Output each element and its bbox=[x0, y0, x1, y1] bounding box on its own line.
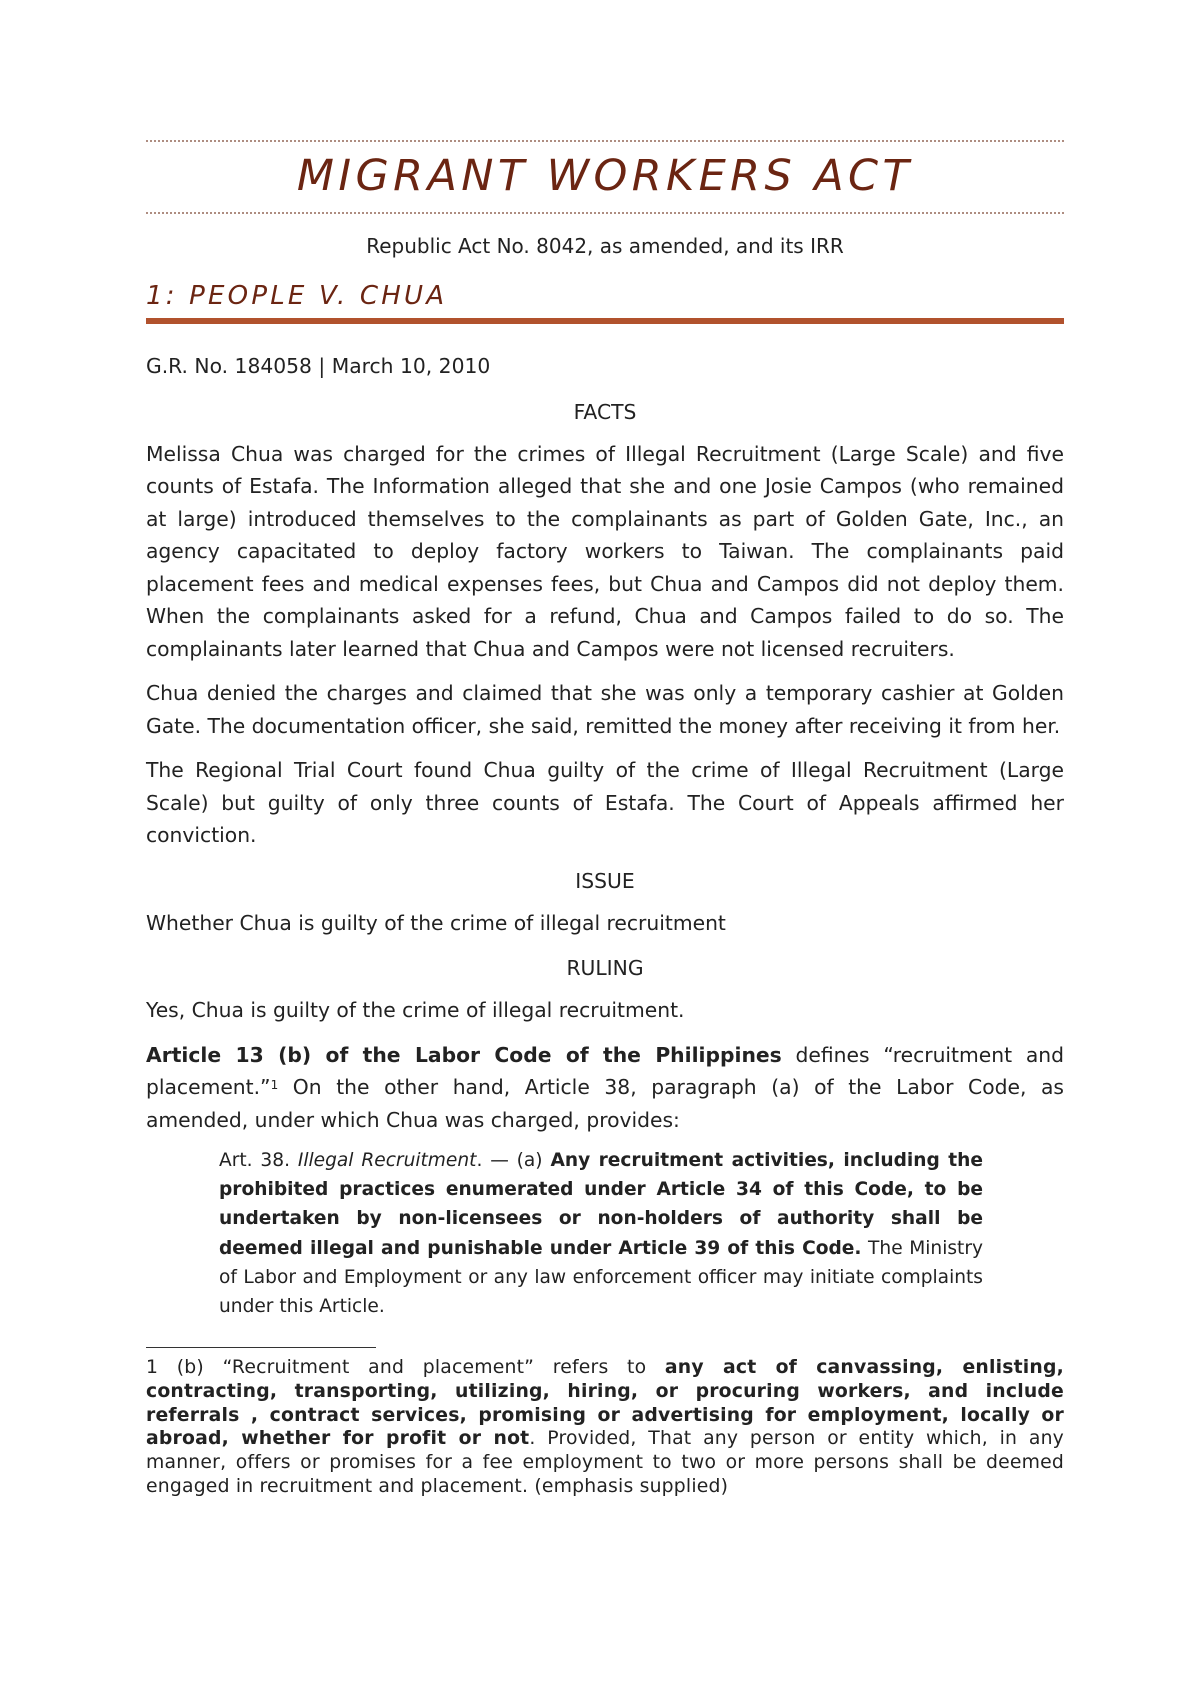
ruling-heading: RULING bbox=[566, 956, 644, 980]
quote-bold-text: Any recruitment activities, including the prohibited practices enumerated under Article 34 of this Code, to be undertaken by non-licensees or non-holders of authority shall be deemed illegal and punishable under Article 39 of this Code. bbox=[219, 1150, 983, 1259]
case-number: G.R. No. 184058 | March 10, 2010 bbox=[146, 354, 491, 378]
footnote-reference[interactable]: 1 bbox=[270, 1078, 279, 1092]
ruling-answer: Yes, Chua is guilty of the crime of illegal recruitment. bbox=[146, 998, 685, 1022]
facts-paragraph: Chua denied the charges and claimed that she was only a temporary cashier at Golden Gate. The documentation officer, she said, remitted the money after receiving it from her. bbox=[146, 681, 1064, 738]
quote-mid: . — (a) bbox=[476, 1150, 551, 1171]
footnote-lead: (b) “Recruitment and placement” refers to bbox=[158, 1357, 665, 1379]
footnote-separator bbox=[146, 1347, 376, 1348]
issue-heading: ISSUE bbox=[575, 868, 635, 893]
document-body bbox=[146, 140, 1064, 1498]
article-text: defines “recruitment and placement.” bbox=[146, 1042, 1064, 1099]
facts-heading: FACTS bbox=[573, 399, 637, 424]
footnote-number: 1 bbox=[146, 1357, 159, 1379]
title-bottom-rule bbox=[146, 212, 1064, 214]
footnote-rest: . Provided, That any person or entity which, in any manner, offers or promises for a fee employment to two or more persons shall be deemed engaged in recruitment and placement. (emphasis supplied) bbox=[146, 1428, 1064, 1497]
issue-text: Whether Chua is guilty of the crime of illegal recruitment bbox=[146, 910, 726, 935]
footnote-bold: any act of canvassing, enlisting, contracting, transporting, utilizing, hiring, or procuring workers, and include referrals , contract services, promising or advertising for employment, locally or abroad, whether for profit or not bbox=[146, 1357, 1064, 1450]
quote-rest: The Ministry of Labor and Employment or any law enforcement officer may initiate complaints under this Article. bbox=[219, 1237, 983, 1318]
article-citation: Article 13 (b) of the Labor Code of the Philippines bbox=[146, 1042, 782, 1067]
document-title: MIGRANT WORKERS ACT bbox=[296, 151, 914, 201]
quote-prefix: Art. 38. bbox=[219, 1150, 298, 1171]
facts-paragraph: The Regional Trial Court found Chua guilty of the crime of Illegal Recruitment (Large Scale) but guilty of only three counts of Estafa. The Court of Appeals affirmed her conviction. bbox=[146, 758, 1064, 847]
case-heading: 1: PEOPLE V. CHUA bbox=[146, 281, 448, 311]
facts-paragraph: Melissa Chua was charged for the crimes of Illegal Recruitment (Large Scale) and five counts of Estafa. The Information alleged that she and one Josie Campos (who remained at large) introduced themselves to the complainants as part of Golden Gate, Inc., an agency capacitated to deploy factory workers to Taiwan. The complainants paid placement fees and medical expenses fees, but Chua and Campos did not deploy them. When the complainants asked for a refund, Chua and Campos failed to do so. The complainants later learned that Chua and Campos were not licensed recruiters. bbox=[146, 441, 1064, 661]
case-heading-rule bbox=[146, 318, 1064, 324]
statute-quote bbox=[219, 1146, 983, 1321]
ruling-article-paragraph bbox=[146, 1039, 1064, 1137]
quote-italic-title: Illegal Recruitment bbox=[297, 1150, 477, 1171]
title-top-rule bbox=[146, 140, 1064, 142]
article-text-tail: On the other hand, Article 38, paragraph (a) of the Labor Code, as amended, under which Chua was charged, provides: bbox=[146, 1075, 1064, 1132]
document-subtitle: Republic Act No. 8042, as amended, and its IRR bbox=[366, 234, 844, 258]
footnote bbox=[146, 1356, 1064, 1498]
